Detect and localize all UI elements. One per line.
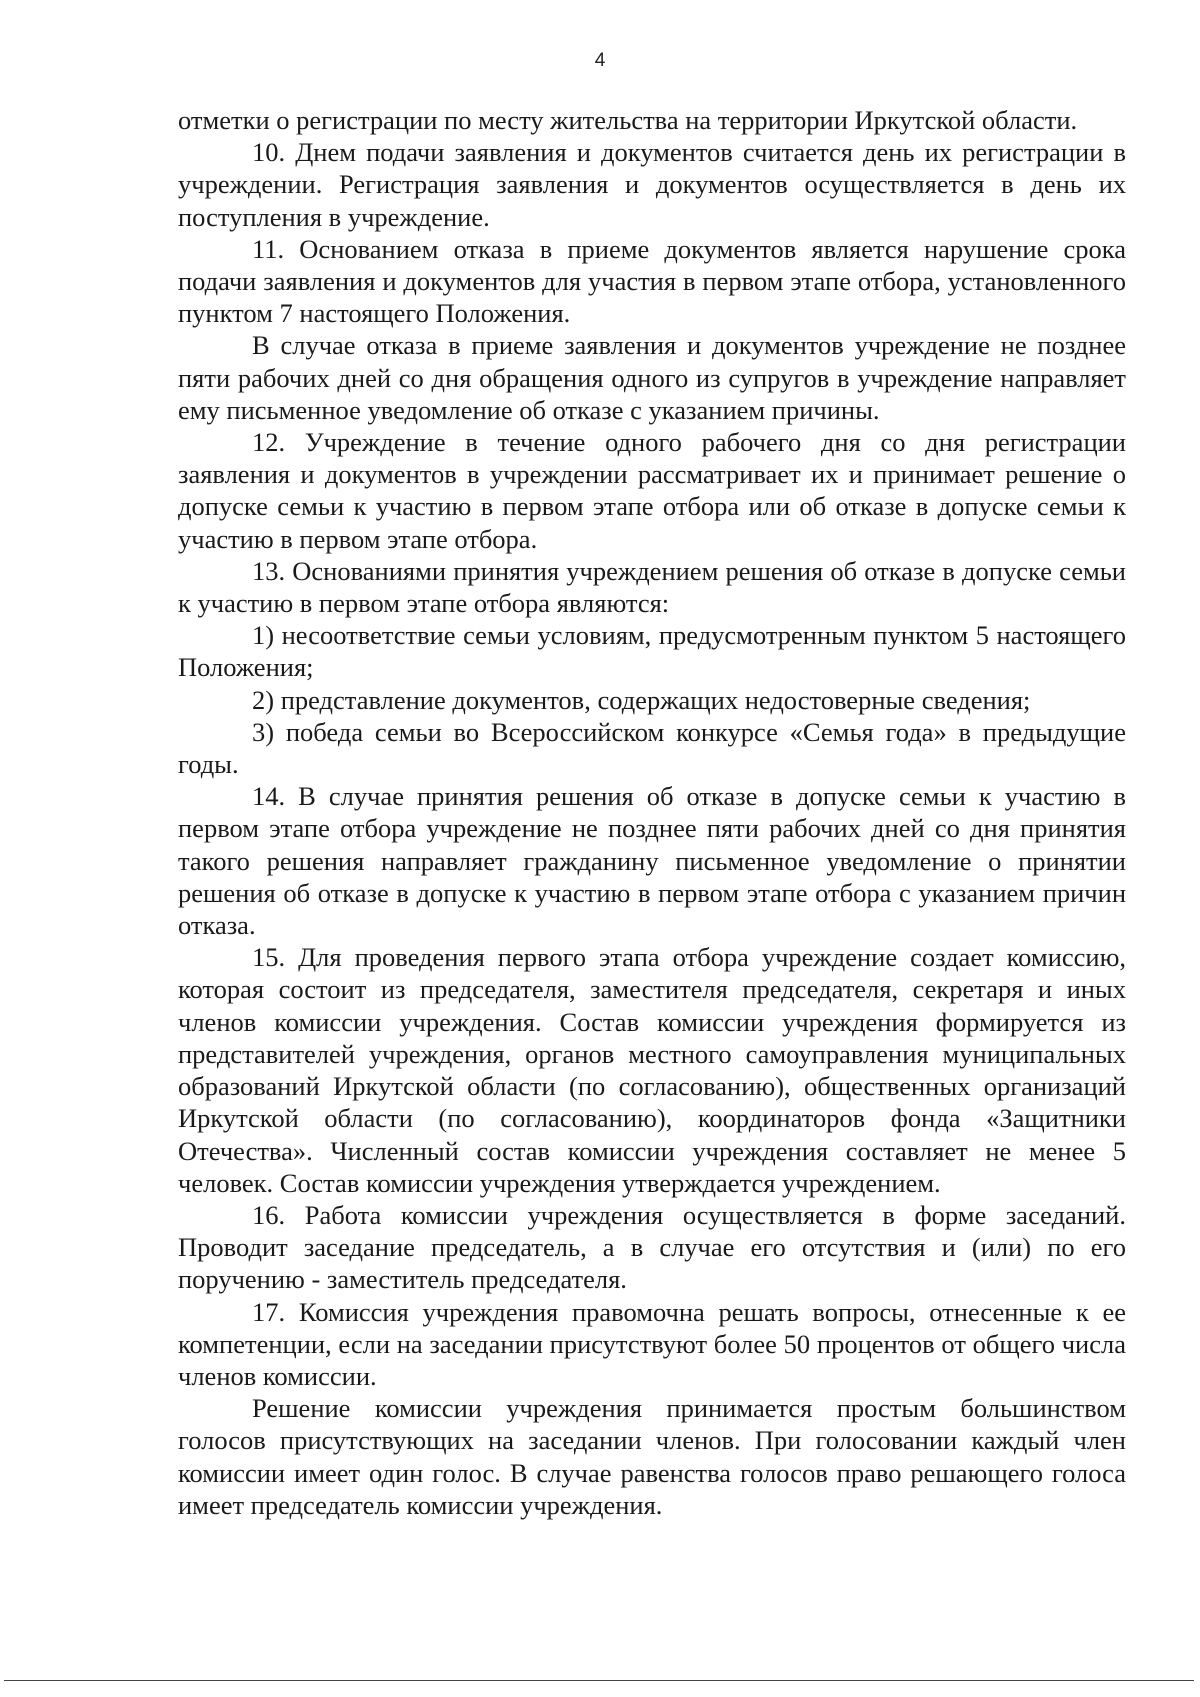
page-number: 4 <box>594 50 606 71</box>
paragraph-10: 10. Днем подачи заявления и документов считается день их регистрации в учреждении. Регистрация заявления и документов осуществляется в день их поступления в учреждение. <box>178 137 1126 232</box>
paragraph-13: 13. Основаниями принятия учреждением решения об отказе в допуске семьи к участию в первом этапе отбора являются: <box>178 555 1126 619</box>
paragraph-13-item-1: 1) несоответствие семьи условиям, предусмотренным пунктом 5 настоящего Положения; <box>178 620 1126 683</box>
paragraph-15: 15. Для проведения первого этапа отбора учреждение создает комиссию, которая состоит из председателя, заместителя председателя, секретаря и иных членов комиссии учреждения. Состав комиссии учреждения формируется из представителей учреждения, органов местного самоуправления муниципальных образований Иркутской области (по согласованию), общественных организаций Иркутской области (по согласованию), координаторов фонда «Защитники Отечества». Численный состав комиссии учреждения составляет не менее 5 человек. Состав комиссии учреждения утверждается учреждением. <box>178 942 1126 1198</box>
paragraph-13-item-2: 2) представление документов, содержащих недостоверные сведения; <box>252 684 1031 715</box>
paragraph-13-item-3: 3) победа семьи во Всероссийском конкурсе «Семья года» в предыдущие годы. <box>178 716 1126 780</box>
document-body <box>178 104 1126 1521</box>
paragraph-11-refusal: В случае отказа в приеме заявления и документов учреждение не позднее пяти рабочих дней со дня обращения одного из супругов в учреждение направляет ему письменное уведомление об отказе с указанием причины. <box>178 330 1126 425</box>
paragraph-11: 11. Основанием отказа в приеме документов является нарушение срока подачи заявления и документов для участия в первом этапе отбора, установленного пунктом 7 настоящего Положения. <box>178 233 1126 329</box>
paragraph-17-decision: Решение комиссии учреждения принимается простым большинством голосов присутствующих на заседании членов. При голосовании каждый член комиссии имеет один голос. В случае равенства голосов право решающего голоса имеет председатель комиссии учреждения. <box>178 1393 1126 1520</box>
paragraph-16: 16. Работа комиссии учреждения осуществляется в форме заседаний. Проводит заседание председатель, а в случае его отсутствия и (или) по его поручению - заместитель председателя. <box>178 1199 1126 1295</box>
paragraph-14: 14. В случае принятия решения об отказе в допуске семьи к участию в первом этапе отбора учреждение не позднее пяти рабочих дней со дня принятия такого решения направляет гражданину письменное уведомление о принятии решения об отказе в допуске к участию в первом этапе отбора с указанием причин отказа. <box>178 781 1126 941</box>
paragraph-0: отметки о регистрации по месту жительства на территории Иркутской области. <box>178 105 1078 135</box>
paragraph-12: 12. Учреждение в течение одного рабочего дня со дня регистрации заявления и документов в учреждении рассматривает их и принимает решение о допуске семьи к участию в первом этапе отбора или об отказе в допуске семьи к участию в первом этапе отбора. <box>178 427 1126 554</box>
paragraph-17: 17. Комиссия учреждения правомочна решать вопросы, отнесенные к ее компетенции, если на заседании присутствуют более 50 процентов от общего числа членов комиссии. <box>178 1296 1126 1391</box>
bottom-rule <box>4 1680 1194 1681</box>
